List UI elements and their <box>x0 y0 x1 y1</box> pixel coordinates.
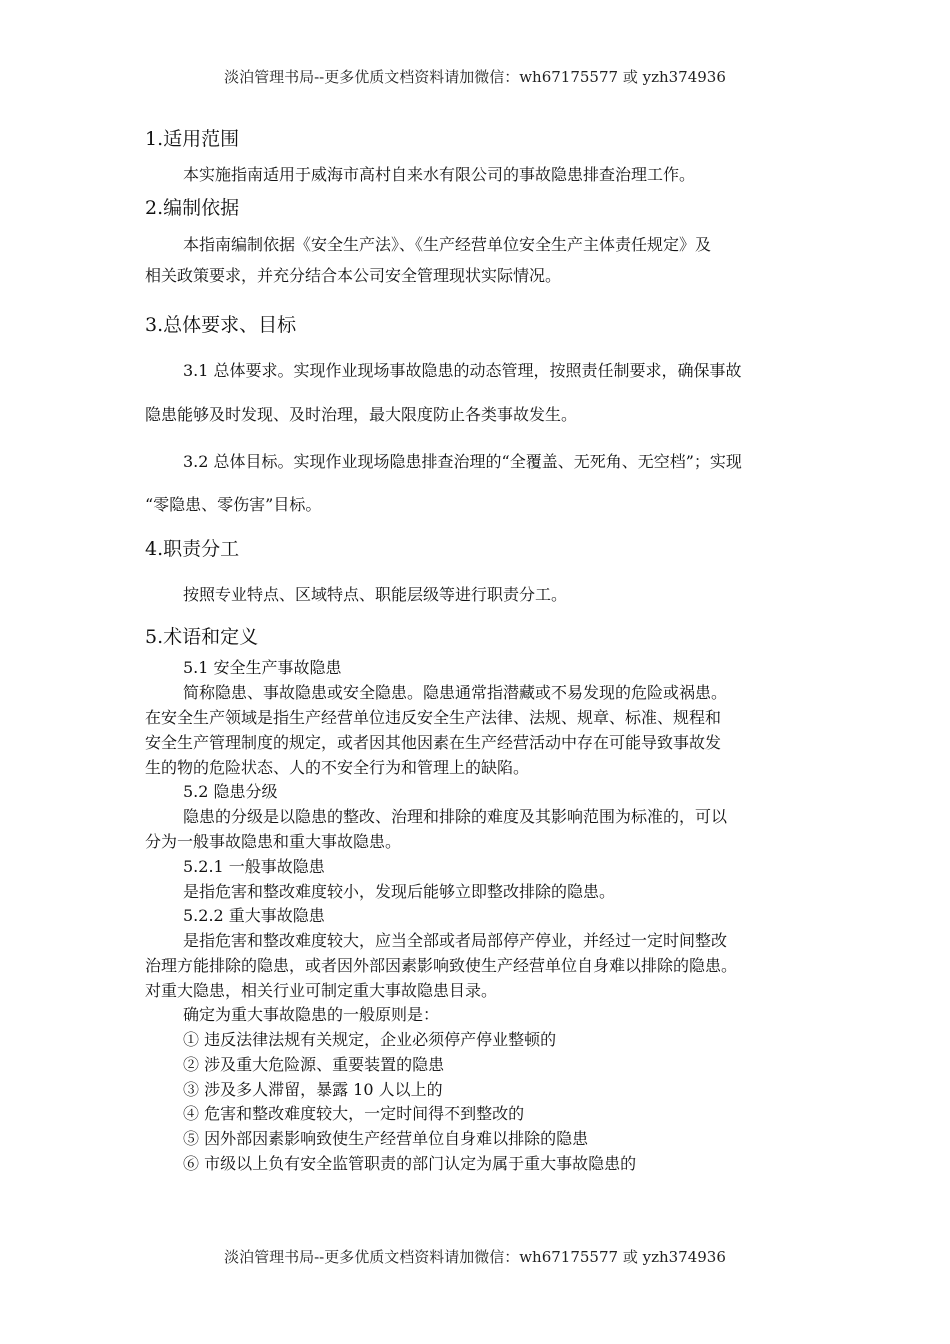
section-5-2-line-1: 隐患的分级是以隐患的整改、治理和排除的难度及其影响范围为标准的，可以 <box>183 807 728 826</box>
section-4-title: 4.职责分工 <box>145 538 240 560</box>
section-1-body: 本实施指南适用于威海市高村自来水有限公司的事故隐患排查治理工作。 <box>183 165 696 184</box>
section-3-2-line-1: 3.2 总体目标。实现作业现场隐患排查治理的“全覆盖、无死角、无空档”；实现 <box>183 452 742 471</box>
page-header: 淡泊管理书局--更多优质文档资料请加微信：wh67175577 或 yzh374936 <box>224 68 726 86</box>
section-3-2-line-2: “零隐患、零伤害”目标。 <box>145 495 322 514</box>
section-4-body: 按照专业特点、区域特点、职能层级等进行职责分工。 <box>183 585 568 604</box>
page-footer: 淡泊管理书局--更多优质文档资料请加微信：wh67175577 或 yzh374936 <box>224 1248 726 1266</box>
section-2-line-1: 本指南编制依据《安全生产法》、《生产经营单位安全生产主体责任规定》及 <box>183 235 712 254</box>
principle-item: ⑤ 因外部因素影响致使生产经营单位自身难以排除的隐患 <box>183 1129 589 1148</box>
section-5-1-line-2: 在安全生产领域是指生产经营单位违反安全生产法律、法规、规章、标准、规程和 <box>145 708 722 727</box>
section-5-1-line-4: 生的物的危险状态、人的不安全行为和管理上的缺陷。 <box>145 758 530 777</box>
section-5-1-line-3: 安全生产管理制度的规定，或者因其他因素在生产经营活动中存在可能导致事故发 <box>145 733 722 752</box>
section-2-line-2: 相关政策要求，并充分结合本公司安全管理现状实际情况。 <box>145 266 562 285</box>
principle-intro: 确定为重大事故隐患的一般原则是： <box>183 1005 440 1024</box>
section-2-title: 2.编制依据 <box>145 197 240 219</box>
section-1-title: 1.适用范围 <box>145 128 240 150</box>
principle-item: ③ 涉及多人滞留，暴露 10 人以上的 <box>183 1080 443 1099</box>
section-5-2-line-2: 分为一般事故隐患和重大事故隐患。 <box>145 832 402 851</box>
section-3-title: 3.总体要求、目标 <box>145 314 297 336</box>
section-5-1-title: 5.1 安全生产事故隐患 <box>183 658 342 677</box>
section-5-2-2-line-3: 对重大隐患，相关行业可制定重大事故隐患目录。 <box>145 981 498 1000</box>
section-5-2-1-body: 是指危害和整改难度较小，发现后能够立即整改排除的隐患。 <box>183 882 616 901</box>
principle-item: ④ 危害和整改难度较大，一定时间得不到整改的 <box>183 1104 525 1123</box>
section-5-2-2-line-1: 是指危害和整改难度较大，应当全部或者局部停产停业，并经过一定时间整改 <box>183 931 728 950</box>
section-3-1-line-1: 3.1 总体要求。实现作业现场事故隐患的动态管理，按照责任制要求，确保事故 <box>183 361 742 380</box>
principle-item: ⑥ 市级以上负有安全监管职责的部门认定为属于重大事故隐患的 <box>183 1154 637 1173</box>
section-5-2-1-title: 5.2.1 一般事故隐患 <box>183 857 325 876</box>
section-5-2-2-line-2: 治理方能排除的隐患，或者因外部因素影响致使生产经营单位自身难以排除的隐患。 <box>145 956 738 975</box>
section-3-1-line-2: 隐患能够及时发现、及时治理，最大限度防止各类事故发生。 <box>145 405 578 424</box>
section-5-1-line-1: 简称隐患、事故隐患或安全隐患。隐患通常指潜藏或不易发现的危险或祸患。 <box>183 683 728 702</box>
section-5-2-2-title: 5.2.2 重大事故隐患 <box>183 906 325 925</box>
section-5-2-title: 5.2 隐患分级 <box>183 782 278 801</box>
principle-item: ① 违反法律法规有关规定，企业必须停产停业整顿的 <box>183 1030 557 1049</box>
section-5-title: 5.术语和定义 <box>145 626 259 648</box>
principle-item: ② 涉及重大危险源、重要装置的隐患 <box>183 1055 445 1074</box>
